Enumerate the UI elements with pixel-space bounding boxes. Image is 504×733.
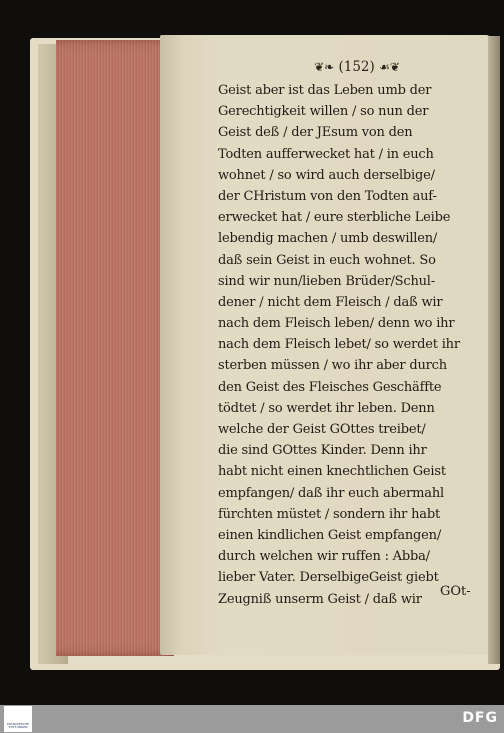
text-line: dener / nicht dem Fleisch / daß wir — [218, 294, 443, 310]
text-line: lebendig machen / umb deswillen/ — [218, 231, 438, 247]
text-line: einen kindlichen Geist empfangen/ — [218, 527, 442, 543]
text-line: wohnet / so wird auch derselbige/ — [218, 167, 435, 183]
text-line: tödtet / so werdet ihr leben. Denn — [218, 400, 435, 416]
catchword: GOt- — [440, 584, 471, 599]
text-line: habt nicht einen knechtlichen Geist — [218, 464, 446, 480]
institution-logo[interactable] — [4, 706, 32, 732]
text-line: nach dem Fleisch lebet/ so werdet ihr — [218, 337, 460, 353]
text-line: durch welchen wir ruffen : Abba/ — [218, 549, 430, 565]
page-header — [300, 59, 414, 75]
text-line: nach dem Fleisch leben/ denn wo ihr — [218, 316, 455, 332]
text-line: sterben müssen / wo ihr aber durch — [218, 358, 447, 374]
viewer-footer-bar — [0, 705, 504, 733]
text-line: daß sein Geist in euch wohnet. So — [218, 252, 436, 268]
page-number: (152) — [338, 59, 375, 75]
text-line: der CHristum von den Todten auf- — [218, 188, 437, 204]
text-line: Zeugniß unserm Geist / daß wir — [218, 591, 422, 607]
text-line: empfangen/ daß ihr euch abermahl — [218, 485, 444, 501]
text-line: welche der Geist GOttes treibet/ — [218, 422, 426, 437]
ornament-left: ❦❧ — [314, 60, 335, 74]
text-line: fürchten müstet / sondern ihr habt — [218, 506, 440, 522]
text-line: lieber Vater. DerselbigeGeist giebt — [218, 570, 439, 586]
page-text-block — [218, 80, 486, 610]
text-line: Todten aufferwecket hat / in euch — [218, 146, 434, 162]
text-line: den Geist des Fleisches Geschäffte — [218, 379, 442, 395]
ornament-right: ☙❦ — [379, 60, 400, 74]
text-line: die sind GOttes Kinder. Denn ihr — [218, 443, 427, 459]
text-line: Gerechtigkeit willen / so nun der — [218, 104, 429, 120]
dfg-logo[interactable]: DFG — [462, 710, 498, 726]
page-edges — [56, 40, 174, 656]
page-right-edge — [488, 36, 500, 664]
text-line: Geist deß / der JEsum von den — [218, 125, 413, 141]
logo-caption: FRANCKESCHE STIFTUNGEN — [6, 722, 30, 729]
text-line: erwecket hat / eure sterbliche Leibe — [218, 210, 451, 226]
text-line: sind wir nun/lieben Brüder/Schul- — [218, 273, 435, 289]
text-line: Geist aber ist das Leben umb der — [218, 83, 432, 98]
